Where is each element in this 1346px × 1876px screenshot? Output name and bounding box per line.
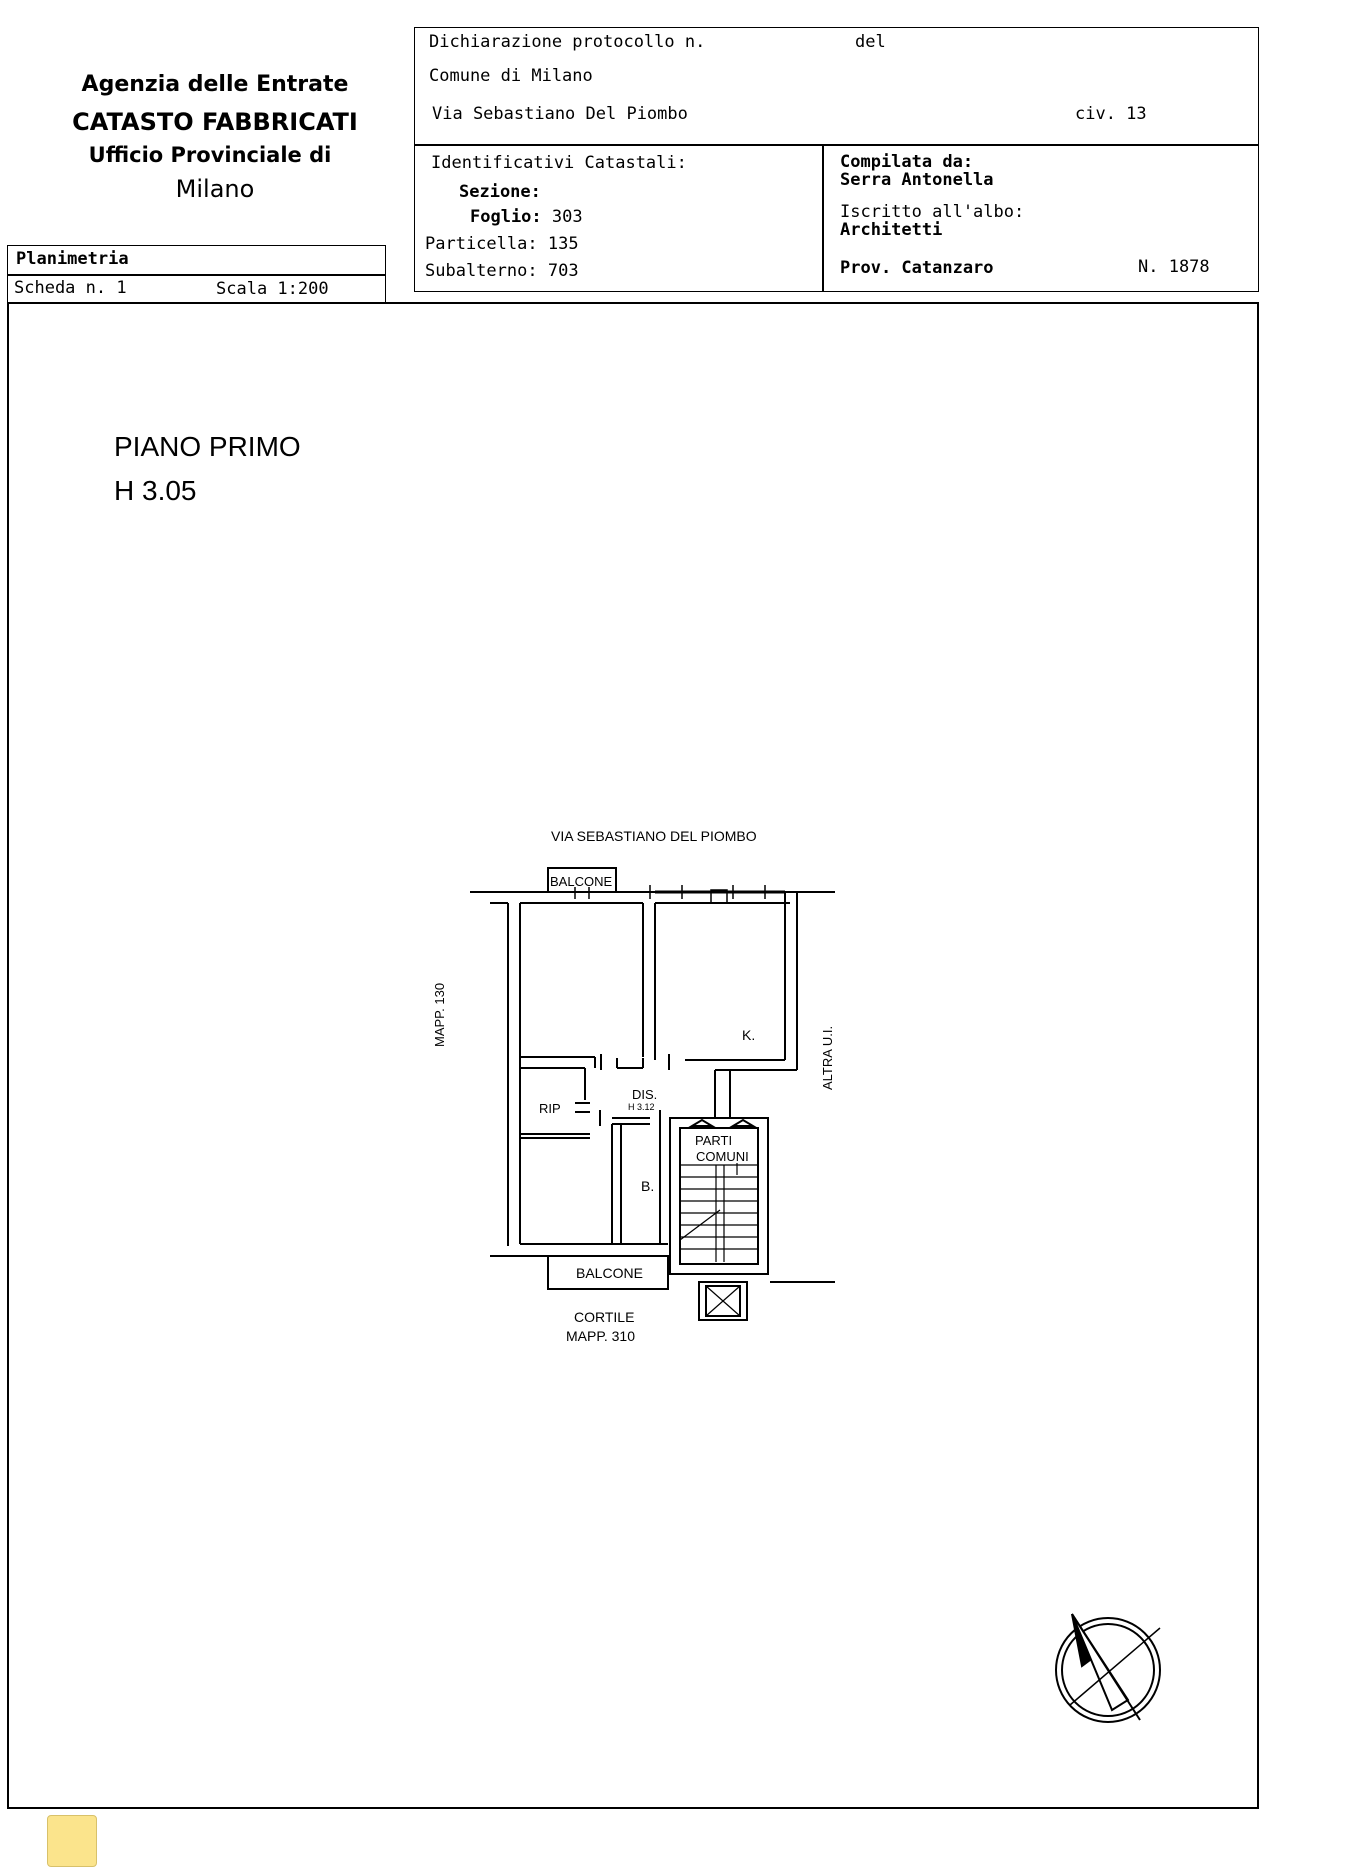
bath-label: B.: [641, 1178, 655, 1194]
kitchen-label: K.: [742, 1027, 756, 1043]
province-text: Prov. Catanzaro: [840, 258, 994, 278]
particella-label: Particella:: [425, 234, 538, 254]
dis-height-label: H 3.12: [628, 1102, 655, 1112]
parti-label: PARTI: [695, 1133, 733, 1148]
agency-name: Agenzia delle Entrate: [81, 72, 349, 97]
address-text: Via Sebastiano Del Piombo: [432, 104, 688, 124]
office-city: Milano: [175, 175, 255, 203]
albo-value: Architetti: [840, 220, 943, 240]
identifiers-title: Identificativi Catastali:: [431, 153, 687, 173]
subalterno-label: Subalterno:: [425, 261, 538, 281]
albo-label: Iscritto all'albo:: [840, 202, 1025, 222]
comune-text: Comune di Milano: [429, 66, 593, 86]
balcone-bottom-label: BALCONE: [576, 1265, 643, 1281]
balcone-top-label: BALCONE: [550, 874, 613, 889]
altra-ui-label: ALTRA U.I.: [820, 1025, 835, 1090]
comuni-label: COMUNI: [696, 1149, 749, 1164]
civic-text: civ. 13: [1075, 104, 1147, 124]
floor-name: PIANO PRIMO: [114, 431, 301, 462]
sezione-label-text: Sezione:: [459, 182, 541, 202]
foglio-label: Foglio:: [470, 207, 542, 227]
compiled-label: Compilata da:: [840, 152, 974, 172]
planimetria-label: Planimetria: [16, 249, 129, 269]
del-label: del: [855, 32, 886, 52]
sticky-note[interactable]: [47, 1815, 97, 1867]
compiled-name: Serra Antonella: [840, 170, 994, 190]
protocol-label: Dichiarazione protocollo n.: [429, 32, 706, 52]
albo-number: N. 1878: [1138, 257, 1210, 277]
particella-value: 135: [547, 234, 579, 254]
mapp-bottom-label: MAPP. 310: [566, 1328, 636, 1344]
scheda-label: Scheda n. 1: [14, 278, 127, 298]
catasto-title: CATASTO FABBRICATI: [72, 108, 358, 136]
mapp-left-label: MAPP. 130: [432, 982, 447, 1047]
floor-height: H 3.05: [114, 475, 197, 506]
dis-label: DIS.: [632, 1087, 658, 1102]
foglio-value: 303: [551, 207, 583, 227]
north-arrow-icon: [1056, 1614, 1160, 1722]
subalterno-value: 703: [547, 261, 579, 281]
cortile-label: CORTILE: [574, 1309, 635, 1325]
scale-label: Scala 1:200: [216, 279, 329, 299]
street-label: VIA SEBASTIANO DEL PIOMBO: [551, 828, 757, 844]
office-name: Ufficio Provinciale di: [88, 143, 332, 167]
rip-label: RIP: [539, 1101, 561, 1116]
